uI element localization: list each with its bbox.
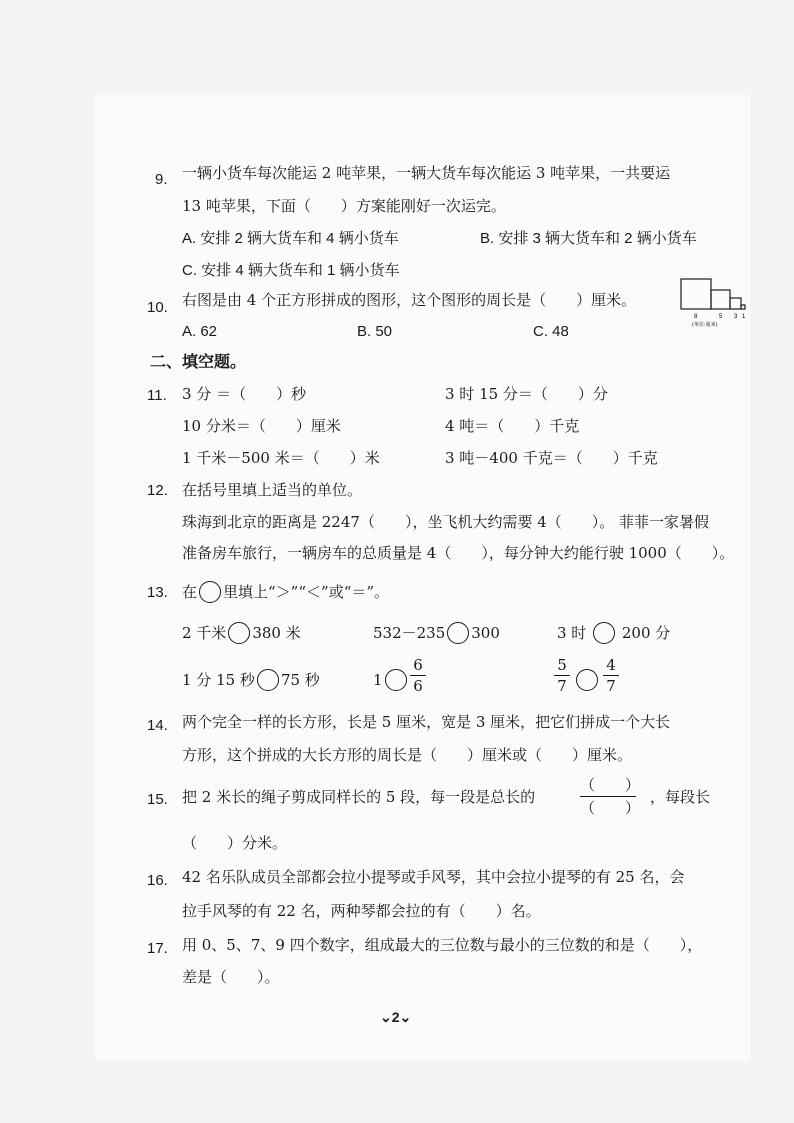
question-9-option-a: A. 安排 2 辆大货车和 4 辆小货车 [182, 230, 399, 247]
question-12-line1: 在括号里填上适当的单位。 [182, 481, 363, 499]
compare-right: 75 秒 [280, 671, 320, 689]
question-15-line1-end: ，每段长 [650, 788, 711, 806]
compare-right: 200 分 [621, 624, 671, 642]
question-11-e: 1 千米－500 米＝（ ）米 [182, 449, 380, 467]
answer-circle[interactable] [228, 622, 250, 644]
question-17-line1: 用 0、5、7、9 四个数字，组成最大的三位数与最小的三位数的和是（ ）， [182, 936, 703, 954]
fraction-denominator: 7 [606, 677, 616, 695]
section-2-title: 二、填空题。 [150, 352, 247, 371]
compare-left: 3 时 [557, 624, 587, 642]
question-16-line2: 拉手风琴的有 22 名，两种琴都会拉的有（ ）名。 [182, 902, 541, 920]
question-9-line2: 13 吨苹果，下面（ ）方案能刚好一次运完。 [182, 197, 506, 215]
compare-item-4 [182, 669, 320, 691]
question-14-line1: 两个完全一样的长方形，长是 5 厘米，宽是 3 厘米，把它们拼成一个大长 [182, 713, 671, 731]
page-number-right-ornament: ⌄ [399, 1009, 412, 1025]
question-13-number: 13. [147, 584, 168, 601]
figure-label-8: 8 [694, 314, 698, 320]
question-9-line1: 一辆小货车每次能运 2 吨苹果，一辆大货车每次能运 3 吨苹果，一共要运 [182, 164, 671, 182]
compare-item-1 [182, 622, 301, 644]
question-11-number: 11. [147, 387, 167, 404]
question-13-intro-a: 在 [182, 583, 198, 601]
compare-item-2 [373, 622, 500, 644]
figure-unit: (单位:厘米) [692, 322, 718, 328]
compare-item-5 [373, 669, 409, 691]
question-15-line2: （ ）分米。 [182, 834, 288, 852]
compare-item-3 [557, 622, 670, 644]
answer-circle[interactable] [257, 669, 279, 691]
question-12-line3: 准备房车旅行，一辆房车的总质量是 4（ ），每分钟大约能行驶 1000（ ）。 [182, 544, 735, 562]
question-11-a: 3 分 ＝（ ）秒 [182, 385, 307, 403]
fraction-4-7 [603, 656, 619, 695]
question-16-line1: 42 名乐队成员全部都会拉小提琴或手风琴，其中会拉小提琴的有 25 名，会 [182, 868, 685, 886]
fraction-denominator: 7 [557, 677, 567, 695]
figure-label-3: 3 [734, 314, 738, 320]
compare-circle-icon [199, 581, 221, 603]
fraction-5-7 [554, 656, 570, 695]
answer-circle[interactable] [593, 622, 615, 644]
question-15-line1: 把 2 米长的绳子剪成同样长的 5 段，每一段是总长的 [182, 788, 536, 806]
question-17-line2: 差是（ ）。 [182, 968, 280, 986]
compare-right: 300 [471, 624, 500, 642]
answer-circle[interactable] [576, 669, 598, 691]
question-11-d: 4 吨＝（ ）千克 [445, 417, 580, 435]
compare-right: 380 米 [252, 624, 301, 642]
question-10-line1: 右图是由 4 个正方形拼成的图形，这个图形的周长是（ ）厘米。 [182, 291, 637, 309]
compare-left: 1 分 15 秒 [182, 671, 255, 689]
squares-figure [680, 278, 752, 328]
question-13-intro [182, 581, 389, 603]
question-15-fraction [580, 775, 641, 818]
fraction-numerator: 6 [413, 656, 423, 674]
figure-label-1: 1 [742, 314, 746, 320]
fraction-denominator-blank[interactable]: （ ） [580, 799, 641, 817]
fraction-6-6 [410, 656, 426, 695]
fraction-numerator-blank[interactable]: （ ） [580, 776, 641, 794]
answer-circle[interactable] [447, 622, 469, 644]
question-9-option-c: C. 安排 4 辆大货车和 1 辆小货车 [182, 262, 400, 279]
compare-left: 532－235 [373, 624, 446, 642]
page-number-left-ornament: ⌄ [380, 1009, 392, 1025]
question-11-b: 3 时 15 分＝（ ）分 [445, 385, 608, 403]
compare-left: 1 [373, 671, 383, 689]
question-10-option-a: A. 62 [182, 323, 218, 340]
question-9-number: 9. [155, 171, 168, 188]
question-13-intro-b: 里填上“＞”“＜”或“＝”。 [223, 583, 390, 601]
fraction-denominator: 6 [413, 677, 423, 695]
question-10-option-c: C. 48 [533, 323, 569, 340]
question-14-number: 14. [147, 717, 168, 734]
question-12-number: 12. [147, 482, 168, 499]
question-14-line2: 方形，这个拼成的大长方形的周长是（ ）厘米或（ ）厘米。 [182, 746, 633, 764]
question-10-number: 10. [147, 299, 168, 316]
fraction-numerator: 4 [606, 656, 616, 674]
question-15-number: 15. [147, 791, 168, 808]
question-9-option-b: B. 安排 3 辆大货车和 2 辆小货车 [480, 230, 697, 247]
page-number-value: 2 [391, 1009, 400, 1025]
compare-item-6 [574, 669, 600, 691]
question-17-number: 17. [147, 940, 168, 957]
question-11-c: 10 分米＝（ ）厘米 [182, 417, 341, 435]
answer-circle[interactable] [385, 669, 407, 691]
compare-left: 2 千米 [182, 624, 227, 642]
page-number [380, 1009, 411, 1026]
fraction-numerator: 5 [557, 656, 567, 674]
figure-label-5: 5 [719, 314, 723, 320]
question-16-number: 16. [147, 872, 168, 889]
question-11-f: 3 吨－400 千克＝（ ）千克 [445, 449, 658, 467]
question-10-option-b: B. 50 [357, 323, 393, 340]
question-12-line2: 珠海到北京的距离是 2247（ ），坐飞机大约需要 4（ ）。 菲菲一家暑假 [182, 513, 710, 531]
